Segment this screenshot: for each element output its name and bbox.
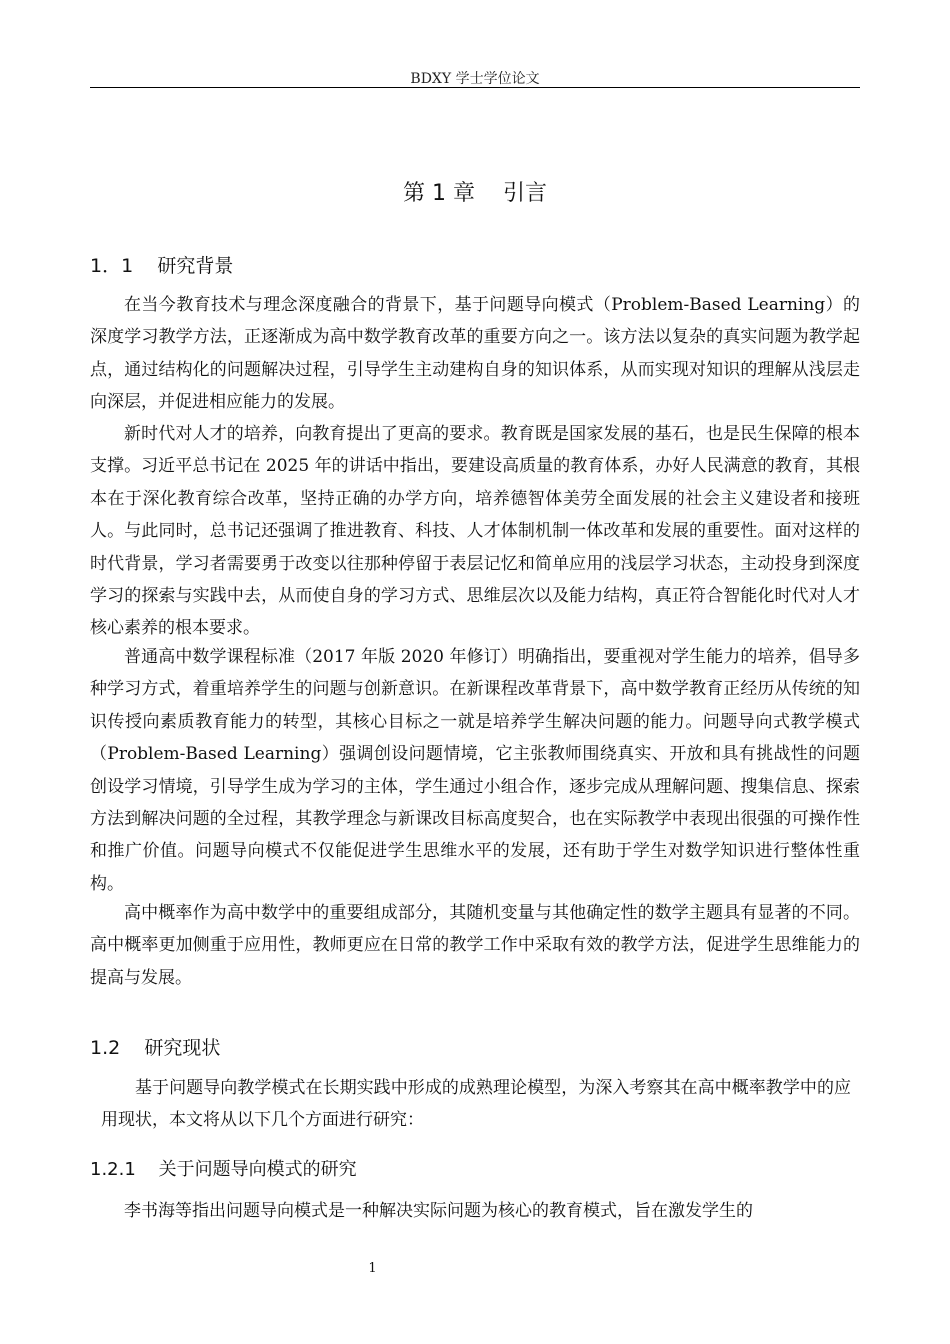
header-rule — [90, 87, 860, 88]
paragraph: 高中概率作为高中数学中的重要组成部分，其随机变量与其他确定性的数学主题具有显著的不同。高中概率更加侧重于应用性，教师更应在日常的教学工作中采取有效的教学方法，促进学生思维能力的提高与发展。 — [90, 903, 860, 988]
paragraph: 新时代对人才的培养，向教育提出了更高的要求。教育既是国家发展的基石，也是民生保障的根本支撑。习近平总书记在 2025 年的讲话中指出，要建设高质量的教育体系，办好人民满意的教育，其根本在于深化教育综合改革，坚持正确的办学方向，培养德智体美劳全面发展的社会主义建设者和接班人。与此同时，总书记还强调了推进教育、科技、人才体制机制一体改革和发展的重要性。面对这样的时代背景，学习者需要勇于改变以往那种停留于表层记忆和简单应用的浅层学习状态，主动投身到深度学习的探索与实践中去，从而使自身的学习方式、思维层次以及能力结构，真正符合智能化时代对人才核心素养的根本要求。 — [90, 424, 860, 639]
subsection-heading-1-2-1: 1.2.1 关于问题导向模式的研究 — [90, 1159, 357, 1180]
running-header: BDXY 学士学位论文 — [410, 71, 540, 87]
chapter-title: 第 1 章 引言 — [403, 181, 547, 206]
section-heading-1-1: 1．1 研究背景 — [90, 255, 234, 277]
section-heading-1-2: 1.2 研究现状 — [90, 1037, 221, 1059]
paragraph: 李书海等指出问题导向模式是一种解决实际问题为核心的教育模式，旨在激发学生的 — [124, 1201, 753, 1221]
paragraph: 在当今教育技术与理念深度融合的背景下，基于问题导向模式（Problem-Based Learning）的深度学习教学方法，正逐渐成为高中数学教育改革的重要方向之一。该方法以复杂的真实问题为教学起点，通过结构化的问题解决过程，引导学生主动建构自身的知识体系，从而实现对知识的理解从浅层走向深层，并促进相应能力的发展。 — [90, 295, 860, 413]
page-number: 1 — [368, 1261, 377, 1276]
paragraph: 普通高中数学课程标准（2017 年版 2020 年修订）明确指出，要重视对学生能力的培养，倡导多种学习方式，着重培养学生的问题与创新意识。在新课程改革背景下，高中数学教育正经历从传统的知识传授向素质教育能力的转型，其核心目标之一就是培养学生解决问题的能力。问题导向式教学模式（Problem-Based Learning）强调创设问题情境，它主张教师围绕真实、开放和具有挑战性的问题创设学习情境，引导学生成为学习的主体，学生通过小组合作，逐步完成从理解问题、搜集信息、探索方法到解决问题的全过程，其教学理念与新课改目标高度契合，也在实际教学中表现出很强的可操作性和推广价值。问题导向模式不仅能促进学生思维水平的发展，还有助于学生对数学知识进行整体性重构。 — [90, 647, 860, 894]
paragraph: 基于问题导向教学模式在长期实践中形成的成熟理论模型，为深入考察其在高中概率教学中的应用现状，本文将从以下几个方面进行研究： — [101, 1078, 851, 1131]
